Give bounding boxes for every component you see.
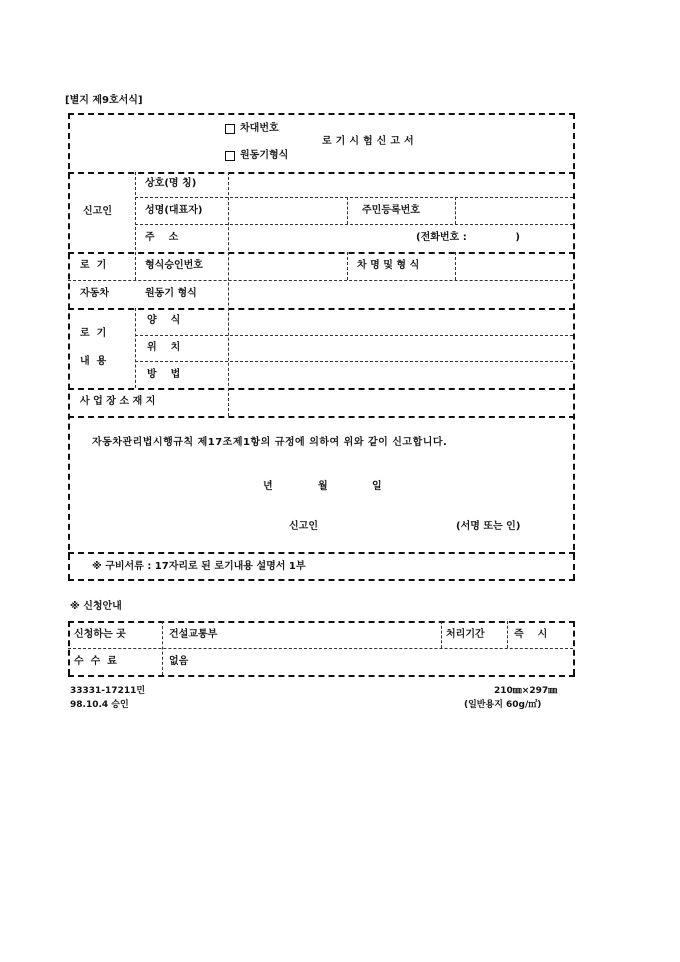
type-approval-field[interactable] [232,255,344,277]
representative-name-field[interactable] [232,200,344,221]
car-model-field[interactable] [459,255,570,277]
marking-method-label: 방 법 [147,369,181,380]
signature-hint: (서명 또는 인) [456,521,521,532]
signature-field[interactable] [340,515,450,535]
approval-date: 98.10.4 승인 [70,700,129,710]
marking-style-field[interactable] [232,311,570,332]
representative-name-label: 성명(대표자) [145,205,203,216]
phone-label: (전화번호 : ) [416,232,521,243]
engine-type-option-label: 원동기형식 [240,150,289,161]
car-model-label: 차 명 및 형 식 [357,260,420,271]
processing-period-label: 처리기간 [446,629,485,640]
engine-type-checkbox[interactable] [225,151,235,161]
office-value: 건설교통부 [169,629,218,640]
form-id: [별지 제9호서식] [65,95,143,106]
resident-number-field[interactable] [459,200,570,221]
form-code: 33331-17211민 [70,686,146,696]
vehicle-group-bottom: 자동차 [80,288,109,299]
date-day: 일 [372,481,382,492]
processing-period-value: 즉 시 [514,629,548,640]
engine-type-field[interactable] [232,283,570,305]
marking-position-label: 위 치 [147,342,181,353]
chassis-number-label: 차대번호 [240,123,279,134]
applicant-group-label: 신고인 [83,206,112,217]
workplace-label: 사 업 장 소 재 지 [80,396,156,407]
paper-size: 210㎜×297㎜ [494,686,558,696]
workplace-field[interactable] [232,391,570,413]
guide-heading: ※ 신청안내 [70,601,122,612]
signer-label: 신고인 [289,521,318,532]
date-year: 년 [263,481,273,492]
paper-spec: (일반용지 60g/㎡) [464,700,542,710]
chassis-number-checkbox[interactable] [225,124,235,134]
type-approval-label: 형식승인번호 [145,260,203,271]
required-documents: ※ 구비서류 : 17자리로 된 로기내용 설명서 1부 [92,561,306,572]
office-label: 신청하는 곳 [74,629,126,640]
resident-number-label: 주민등록번호 [362,205,420,216]
address-label: 주 소 [145,232,179,243]
declaration-text: 자동차관리법시행규칙 제17조제1항의 규정에 의하여 위와 같이 신고합니다. [92,437,448,448]
engine-type-label: 원동기 형식 [145,288,197,299]
business-name-field[interactable] [232,175,570,195]
marking-style-label: 양 식 [147,315,181,326]
marking-group-bottom: 내 용 [80,356,107,367]
date-month: 월 [318,481,328,492]
fee-value: 없음 [169,656,189,667]
fee-label: 수 수 료 [74,656,117,667]
marking-position-field[interactable] [232,338,570,358]
form-title: 로기시험신고서 [322,136,418,147]
vehicle-group-top: 로 기 [80,260,107,271]
business-name-label: 상호(명 칭) [145,178,197,189]
address-field[interactable] [232,227,412,249]
marking-group-top: 로 기 [80,328,107,339]
marking-method-field[interactable] [232,364,570,385]
